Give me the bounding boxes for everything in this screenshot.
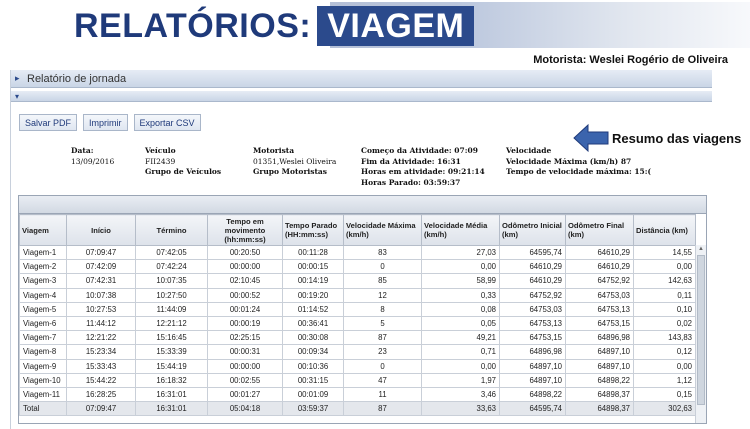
cell-end: 11:44:09 <box>136 302 208 316</box>
cell-trip: Viagem-7 <box>20 331 67 345</box>
table-row[interactable] <box>20 260 696 274</box>
cell-max-speed: 8 <box>344 302 422 316</box>
scroll-up-icon[interactable]: ▲ <box>698 246 704 252</box>
cell-trip: Viagem-2 <box>20 260 67 274</box>
cell-avg-speed: 0,33 <box>422 288 500 302</box>
col-header-start[interactable]: Início <box>67 215 136 246</box>
trips-table-container <box>18 195 707 424</box>
cell-end: 15:44:19 <box>136 359 208 373</box>
cell-start: 15:33:43 <box>67 359 136 373</box>
cell-end: 16:18:32 <box>136 373 208 387</box>
cell-distance: 0,15 <box>634 387 696 401</box>
cell-end: 07:42:24 <box>136 260 208 274</box>
cell-odometer-end: 64753,03 <box>566 288 634 302</box>
cell-max-speed: 83 <box>344 246 422 260</box>
cell-moving-time: 00:01:27 <box>208 387 283 401</box>
cell-max-speed: 85 <box>344 274 422 288</box>
slide-title-part1: RELATÓRIOS: <box>74 6 312 45</box>
col-header-avg-speed[interactable]: Velocidade Média (km/h) <box>422 215 500 246</box>
cell-avg-speed: 0,00 <box>422 359 500 373</box>
cell-max-speed: 11 <box>344 387 422 401</box>
cell-end: 10:27:50 <box>136 288 208 302</box>
table-scrollbar[interactable] <box>695 245 706 423</box>
summary-annotation: Resumo das viagens <box>612 131 742 146</box>
cell-distance: 0,11 <box>634 288 696 302</box>
table-row[interactable] <box>20 316 696 330</box>
table-row[interactable] <box>20 274 696 288</box>
cell-moving-time: 00:00:19 <box>208 316 283 330</box>
cell-start: 07:42:09 <box>67 260 136 274</box>
cell-moving-time: 00:00:00 <box>208 359 283 373</box>
cell-odometer-end: 64610,29 <box>566 246 634 260</box>
report-toolbar <box>19 114 201 131</box>
summary-speed-label: Velocidade <box>506 146 552 155</box>
cell-moving-time: 00:00:00 <box>208 260 283 274</box>
cell-end: 16:31:01 <box>136 387 208 401</box>
table-row[interactable] <box>20 331 696 345</box>
cell-odometer-end: 64898,37 <box>566 387 634 401</box>
table-row[interactable] <box>20 359 696 373</box>
cell-trip: Viagem-10 <box>20 373 67 387</box>
summary-driver-label: Motorista <box>253 146 295 155</box>
summary-date-label: Data: <box>71 146 94 155</box>
cell-trip: Viagem-1 <box>20 246 67 260</box>
total-cell-odometer-end: 64898,37 <box>566 402 634 416</box>
export-csv-button[interactable]: Exportar CSV <box>134 114 201 131</box>
accordion-viagem[interactable] <box>11 91 712 102</box>
table-row[interactable] <box>20 387 696 401</box>
summary-driver-value: 01351,Weslei Oliveira <box>253 156 337 166</box>
cell-distance: 0,00 <box>634 260 696 274</box>
slide-title <box>74 4 474 48</box>
cell-odometer-start: 64753,03 <box>500 302 566 316</box>
slide-title-part2: VIAGEM <box>317 6 474 46</box>
cell-stopped-time: 00:31:15 <box>283 373 344 387</box>
table-row[interactable] <box>20 288 696 302</box>
col-header-stopped-time[interactable]: Tempo Parado (HH:mm:ss) <box>283 215 344 246</box>
cell-trip: Viagem-9 <box>20 359 67 373</box>
chevron-down-icon: ▾ <box>15 91 20 101</box>
cell-avg-speed: 3,46 <box>422 387 500 401</box>
scrollbar-thumb[interactable] <box>697 255 705 405</box>
cell-odometer-start: 64595,74 <box>500 246 566 260</box>
cell-stopped-time: 00:01:09 <box>283 387 344 401</box>
total-cell-distance: 302,63 <box>634 402 696 416</box>
cell-max-speed: 23 <box>344 345 422 359</box>
cell-odometer-end: 64896,98 <box>566 331 634 345</box>
cell-distance: 1,12 <box>634 373 696 387</box>
cell-max-speed: 0 <box>344 260 422 274</box>
cell-max-speed: 47 <box>344 373 422 387</box>
total-cell-start: 07:09:47 <box>67 402 136 416</box>
cell-trip: Viagem-11 <box>20 387 67 401</box>
summary-driver-group: Grupo Motoristas <box>253 167 328 176</box>
summary-vehicle-group: Grupo de Veículos <box>145 167 222 176</box>
cell-end: 12:21:12 <box>136 316 208 330</box>
cell-avg-speed: 1,97 <box>422 373 500 387</box>
col-header-moving-time[interactable]: Tempo em movimento (hh:mm:ss) <box>208 215 283 246</box>
cell-start: 07:09:47 <box>67 246 136 260</box>
accordion-jornada-label: Relatório de jornada <box>27 72 127 85</box>
cell-max-speed: 87 <box>344 331 422 345</box>
total-cell-max-speed: 87 <box>344 402 422 416</box>
cell-odometer-start: 64752,92 <box>500 288 566 302</box>
col-header-max-speed[interactable]: Velocidade Máxima (km/h) <box>344 215 422 246</box>
cell-stopped-time: 01:14:52 <box>283 302 344 316</box>
cell-avg-speed: 0,08 <box>422 302 500 316</box>
col-header-distance[interactable]: Distância (km) <box>634 215 696 246</box>
cell-stopped-time: 00:14:19 <box>283 274 344 288</box>
cell-moving-time: 00:00:52 <box>208 288 283 302</box>
cell-avg-speed: 0,71 <box>422 345 500 359</box>
cell-max-speed: 12 <box>344 288 422 302</box>
cell-avg-speed: 58,99 <box>422 274 500 288</box>
cell-moving-time: 00:02:55 <box>208 373 283 387</box>
cell-stopped-time: 00:36:41 <box>283 316 344 330</box>
cell-distance: 0,10 <box>634 302 696 316</box>
summary-activity-start: Começo da Atividade: 07:09 <box>361 146 478 155</box>
cell-start: 15:23:34 <box>67 345 136 359</box>
cell-distance: 0,02 <box>634 316 696 330</box>
table-row[interactable] <box>20 302 696 316</box>
cell-stopped-time: 00:11:28 <box>283 246 344 260</box>
cell-distance: 0,12 <box>634 345 696 359</box>
total-cell-avg-speed: 33,63 <box>422 402 500 416</box>
cell-max-speed: 0 <box>344 359 422 373</box>
cell-odometer-end: 64610,29 <box>566 260 634 274</box>
cell-stopped-time: 00:00:15 <box>283 260 344 274</box>
cell-start: 12:21:22 <box>67 331 136 345</box>
total-cell-stopped-time: 03:59:37 <box>283 402 344 416</box>
cell-start: 11:44:12 <box>67 316 136 330</box>
cell-odometer-end: 64753,15 <box>566 316 634 330</box>
cell-odometer-end: 64897,10 <box>566 359 634 373</box>
col-header-trip[interactable]: Viagem <box>20 215 67 246</box>
trips-table <box>19 214 696 416</box>
cell-start: 10:07:38 <box>67 288 136 302</box>
cell-odometer-start: 64753,13 <box>500 316 566 330</box>
summary-max-speed: Velocidade Máxima (km/h) 87 <box>506 156 632 166</box>
cell-avg-speed: 27,03 <box>422 246 500 260</box>
col-header-odometer-start[interactable]: Odômetro Inicial (km) <box>500 215 566 246</box>
summary-active-hours: Horas em atividade: 09:21:14 <box>361 167 485 176</box>
cell-odometer-start: 64753,15 <box>500 331 566 345</box>
cell-trip: Viagem-6 <box>20 316 67 330</box>
cell-odometer-start: 64897,10 <box>500 359 566 373</box>
cell-stopped-time: 00:10:36 <box>283 359 344 373</box>
cell-odometer-start: 64896,98 <box>500 345 566 359</box>
cell-odometer-end: 64752,92 <box>566 274 634 288</box>
cell-stopped-time: 00:09:34 <box>283 345 344 359</box>
cell-moving-time: 00:01:24 <box>208 302 283 316</box>
cell-distance: 0,00 <box>634 359 696 373</box>
total-cell-odometer-start: 64595,74 <box>500 402 566 416</box>
cell-distance: 142,63 <box>634 274 696 288</box>
cell-start: 15:44:22 <box>67 373 136 387</box>
cell-stopped-time: 00:30:08 <box>283 331 344 345</box>
total-cell-end: 16:31:01 <box>136 402 208 416</box>
table-toolbar <box>19 196 706 214</box>
total-cell-moving-time: 05:04:18 <box>208 402 283 416</box>
cell-odometer-start: 64898,22 <box>500 387 566 401</box>
summary-max-speed-time: Tempo de velocidade máxima: 15:( <box>506 167 652 176</box>
summary-activity-end: Fim da Atividade: 16:31 <box>361 156 461 166</box>
cell-trip: Viagem-3 <box>20 274 67 288</box>
table-row[interactable] <box>20 246 696 260</box>
arrow-left-icon <box>572 123 610 153</box>
cell-end: 15:33:39 <box>136 345 208 359</box>
summary-stopped-hours: Horas Parado: 03:59:37 <box>361 177 461 187</box>
cell-start: 10:27:53 <box>67 302 136 316</box>
cell-end: 07:42:05 <box>136 246 208 260</box>
cell-moving-time: 00:20:50 <box>208 246 283 260</box>
cell-moving-time: 02:25:15 <box>208 331 283 345</box>
cell-trip: Viagem-8 <box>20 345 67 359</box>
col-header-end[interactable]: Término <box>136 215 208 246</box>
cell-distance: 14,55 <box>634 246 696 260</box>
chevron-right-icon: ▸ <box>15 73 20 83</box>
cell-odometer-start: 64610,29 <box>500 260 566 274</box>
cell-stopped-time: 00:19:20 <box>283 288 344 302</box>
cell-avg-speed: 0,05 <box>422 316 500 330</box>
cell-avg-speed: 49,21 <box>422 331 500 345</box>
cell-moving-time: 00:00:31 <box>208 345 283 359</box>
col-header-odometer-end[interactable]: Odômetro Final (km) <box>566 215 634 246</box>
cell-trip: Viagem-5 <box>20 302 67 316</box>
cell-moving-time: 02:10:45 <box>208 274 283 288</box>
cell-max-speed: 5 <box>344 316 422 330</box>
table-header-row <box>20 215 696 246</box>
cell-odometer-end: 64898,22 <box>566 373 634 387</box>
cell-distance: 143,83 <box>634 331 696 345</box>
summary-vehicle-label: Veículo <box>145 146 176 155</box>
total-cell-trip: Total <box>20 402 67 416</box>
cell-odometer-start: 64897,10 <box>500 373 566 387</box>
cell-trip: Viagem-4 <box>20 288 67 302</box>
summary-vehicle-value: FII2439 <box>145 156 176 166</box>
cell-odometer-start: 64610,29 <box>500 274 566 288</box>
cell-start: 07:42:31 <box>67 274 136 288</box>
accordion-jornada[interactable] <box>11 70 712 88</box>
cell-end: 10:07:35 <box>136 274 208 288</box>
print-button[interactable]: Imprimir <box>83 114 128 131</box>
driver-caption: Motorista: Weslei Rogério de Oliveira <box>533 54 728 66</box>
cell-end: 15:16:45 <box>136 331 208 345</box>
table-row[interactable] <box>20 345 696 359</box>
table-row[interactable] <box>20 373 696 387</box>
save-pdf-button[interactable]: Salvar PDF <box>19 114 77 131</box>
summary-date-value: 13/09/2016 <box>71 156 115 166</box>
cell-avg-speed: 0,00 <box>422 260 500 274</box>
cell-odometer-end: 64753,13 <box>566 302 634 316</box>
cell-odometer-end: 64897,10 <box>566 345 634 359</box>
table-total-row <box>20 402 696 416</box>
cell-start: 16:28:25 <box>67 387 136 401</box>
